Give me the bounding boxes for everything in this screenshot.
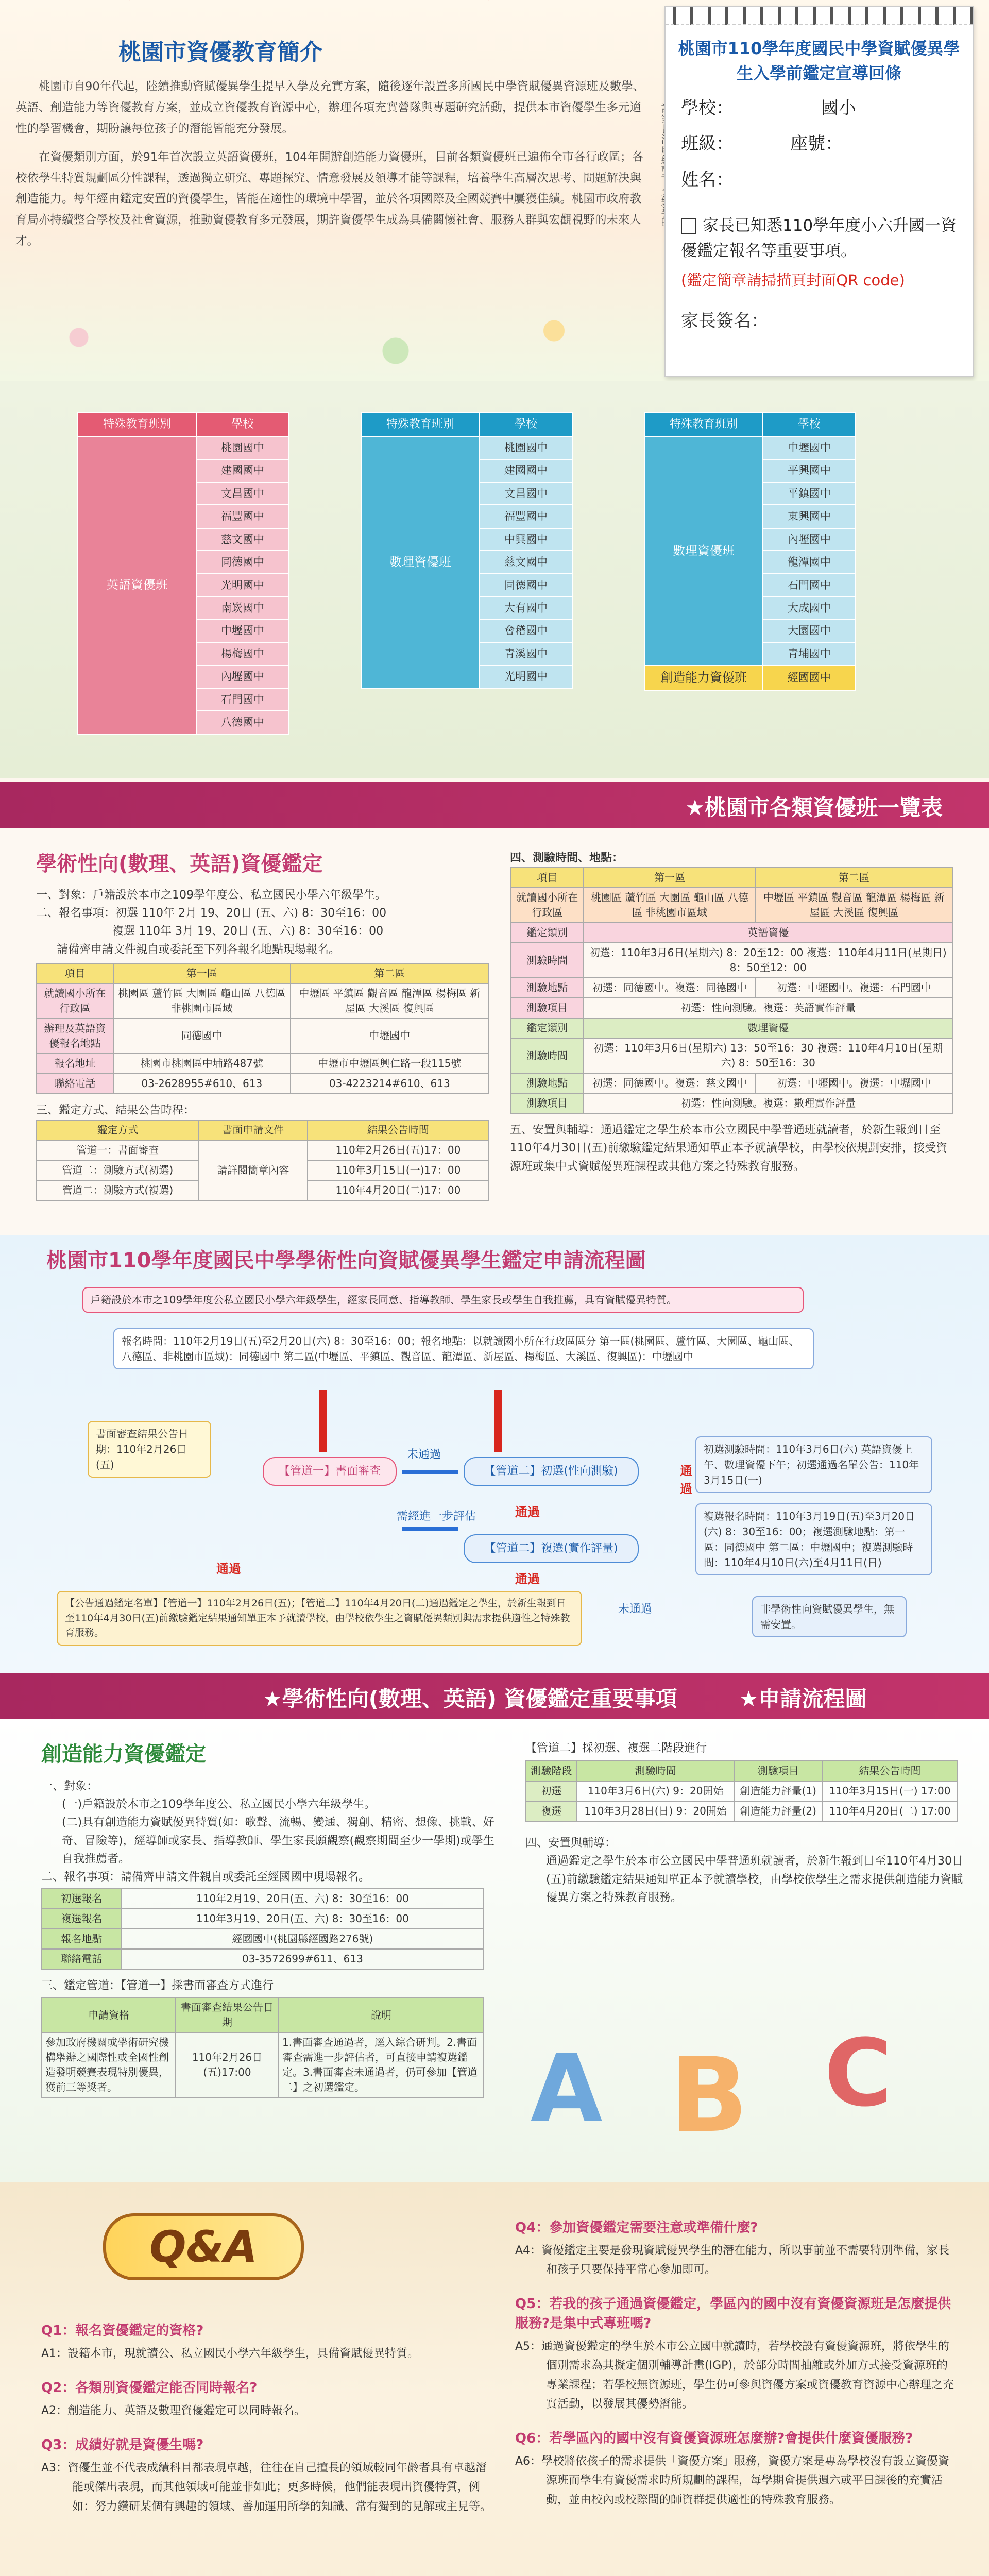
table-cell: 110年2月19、20日(五、六) 8：30至16：00 [122,1889,484,1909]
qa-right-column [515,2218,958,2525]
method-table: 鑑定方式 書面申請文件 結果公告時間 管道一：書面審查 請詳閱簡章內容 110年2月26日(五)17：00 管道二：測驗方式(初選) 110年3月15日(一)17：00 管道二：測驗方式(複選) 110年4月20日(二)17：00 [36,1120,489,1201]
english-class-table: 特殊教育班別 學校 英語資優班 桃園國中 建國國中 文昌國中 福豐國中 慈文國中 同德國中 光明國中 南崁國中 中壢國中 楊梅國中 內壢國中 石門國中 八德國中 [77,412,289,735]
table-cell: 中壢市中壢區興仁路一段115號 [291,1054,489,1074]
qa-question: Q3：成績好就是資優生嗎? [41,2437,204,2453]
academic-reg-second: 複選 110年 3月 19、20日 (五、六) 8：30至16：00 [112,925,384,938]
qa-answer: A6：學校將依孩子的需求提供「資優方案」服務，資優方案是專為學校沒有設立資優資源班而學生有資優需求時所規劃的課程，每學期會提供週六或平日課後的充實活動，並由校內或校際間的師資群提供適性的特殊教育服務。 [515,2455,950,2506]
table-cell: 03-4223214#610、613 [291,1074,489,1094]
flow-initial-info: 初選測驗時間：110年3月6日(六) 英語資優上午、數理資優下午；初選通過名單公告：110年3月15日(一) [695,1436,932,1493]
academic-target: 一、對象：戶籍設於本市之109學年度公、私立國民小學六年級學生。 [36,889,386,902]
qa-question: Q5：若我的孩子通過資優鑑定，學區內的國中沒有資優資源班是怎麼提供服務?是集中式專班嗎? [515,2296,951,2332]
spiral-binding [666,7,973,25]
table-cell: 桃園區 蘆竹區 大園區 龜山區 八德區 非桃園市區域 [113,984,291,1019]
qa-answer: A2：創造能力、英語及數理資優鑑定可以同時報名。 [41,2404,306,2417]
flowchart-section [0,1235,989,1673]
svg-text:A: A [531,2035,603,2143]
class-type-cell: 數理資優班 [361,436,480,688]
table-row [37,1019,489,1054]
school-cell: 會稽國中 [480,619,572,642]
table-cell: 就讀國小所在行政區 [37,984,113,1019]
academic-reg-note: 請備齊申請文件親自或委託至下列各報名地點現場報名。 [57,943,340,956]
creative-section [0,1719,989,2182]
qa-answer: A4：資優鑑定主要是發現資賦優異學生的潛在能力，所以事前並不需要特別準備，家長和孩子只要保持平常心參加即可。 [515,2244,950,2277]
flow-fail: 非學術性向資賦優異學生，無需安置。 [752,1596,907,1637]
academic-section [0,828,989,1235]
reply-slip [664,6,974,377]
table-row [42,1929,484,1949]
school-cell: 東興國中 [763,505,856,528]
table-cell: 複選報名 [42,1909,122,1929]
school-cell: 青溪國中 [480,642,572,665]
intro-paragraph-1: 桃園市自90年代起，陸續推動資賦優異學生提早入學及充實方案，隨後逐年設置多所國民中學資賦優異資源班及數學、英語、創造能力等資優教育方案，並成立資優教育資源中心，辦理各項充實營隊與專題研究活動，提供本市資優學生多元適性的學習機會，期盼讓每位孩子的潛能皆能充分發展。 [15,79,645,135]
class-type-cell: 英語資優班 [78,436,196,734]
label-further-eval: 需經進一步評估 [397,1510,476,1523]
table-cell: 110年4月20日(二)17：00 [308,1180,489,1200]
table-cell: 初選報名 [42,1889,122,1909]
qa-question: Q6：若學區內的國中沒有資優資源班怎麼辦?會提供什麼資優服務? [515,2431,913,2447]
school-cell: 內壢國中 [196,665,289,688]
school-cell: 青埔國中 [763,642,856,665]
label-pass: 通過 [515,1505,540,1519]
table-cell: 初選 [526,1781,577,1801]
table-cell: 中壢區 平鎮區 觀音區 龍潭區 楊梅區 新屋區 大溪區 復興區 [291,984,489,1019]
school-cell: 大成國中 [763,597,856,619]
academic-banner: ★學術性向(數理、英語) 資優鑑定重要事項 ★申請流程圖 [0,1673,989,1719]
table-cell: 報名地址 [37,1054,113,1074]
flow-second-info: 複選報名時間：110年3月19日(五)至3月20日(六) 8：30至16：00；複選測驗地點：第一區：同德國中 第二區：中壢國中；複選測驗時間：110年4月10日(六)至4月11日(日) [695,1503,932,1575]
qa-answer: A3：資優生並不代表成績科目都表現卓越，往往在自己擅長的領域較同年齡者具有卓越潛能或傑出表現，而其他領域可能並非如此；更多時候，他們能表現出資優特質，例如：努力鑽研某個有興趣的領域、善加運用所學的知識、常有獨到的見解或主見等。 [41,2461,492,2513]
flow-announce: 【公告通過鑑定名單】【管道一】110年2月26日(五)；【管道二】110年4月20日(二)通過鑑定之學生，於新生報到日至110年4月30日(五)前繳驗鑑定結果通知單正本予就讀學校，由學校依學生之資賦優異類別與需求提供適性之特殊教育服務。 [57,1591,582,1646]
table-cell: 同德國中 [113,1019,291,1054]
table-row [37,984,489,1019]
intro-paragraph-2: 在資優類別方面，於91年首次設立英語資優班，104年開辦創造能力資優班，目前各類資優班已遍佈全市各行政區；各校依學生特質規劃區分性課程，透過獨立研究、專題探究、情意發展及領導才能等課程，培養學生高層次思考、問題解決與創造能力。每年經由鑑定安置的資優學生，皆能在適性的環境中學習，並於各項國際及全國競賽中屢獲佳績。桃園市政府教育局亦持續整合學校及社會資源，推動資優教育多元發展，期許資優學生成為具備關懷社會、服務人群與宏觀視野的未來人才。 [15,150,644,248]
school-cell: 龍潭國中 [763,551,856,573]
table-cell: 報名地點 [42,1929,122,1949]
creative-placement-title: 四、安置與輔導： [525,1837,617,1850]
qa-section [0,2182,989,2576]
table-cell: 110年3月6日(六) 9：20開始 [577,1781,735,1801]
school-cell: 福豐國中 [196,505,289,528]
flow-registration: 報名時間：110年2月19日(五)至2月20日(六) 8：30至16：00；報名地點：以就讀國小所在行政區區分 第一區(桃園區、蘆竹區、大園區、龜山區、八德區、非桃園市區域)：同德國中 第二區(中壢區、平鎮區、觀音區、龍潭區、新屋區、楊梅區、大溪區、復興區)：中壢國中 [113,1328,814,1369]
checkbox-icon[interactable] [681,218,696,234]
school-cell: 八德國中 [196,711,289,734]
parent-acknowledge-checkbox[interactable]: 家長已知悉110學年度小六升國一資優鑑定報名等重要事項。 [681,216,957,261]
creative-channel2-title: 【管道二】採初選、複選二階段進行 [525,1742,707,1755]
creative-reg-table [41,1888,484,1970]
school-cell: 大有國中 [480,597,572,619]
label-not-pass: 未通過 [407,1448,441,1461]
school-cell: 經國國中 [763,665,856,690]
creative-channel-title: 三、鑑定管道：【管道一】採書面審查方式進行 [41,1979,274,1993]
school-cell: 中壢國中 [763,436,856,459]
table-row [526,1801,958,1821]
school-cell: 桃園國中 [196,436,289,459]
table-row [42,1889,484,1909]
flow-eligibility: 戶籍設於本市之109學年度公私立國民小學六年級學生，經家長同意、指導教師、學生家長或學生自我推薦，具有資賦優異特質。 [82,1287,804,1313]
school-cell: 建國國中 [480,459,572,482]
table-cell: 創造能力評量(2) [734,1801,822,1821]
creative-channel1-table: 申請資格 書面審查結果公告日期 說明 參加政府機關或學術研究機構舉辦之國際性或全國性創造發明競賽表現特別優異，獲前三等獎者。 110年2月26日(五)17:00 1.書面審查通過者，逕入綜合研判。2.書面審查需進一步評估者，可直接申請複選鑑定。3.書面審查未通過者，仍可參加【管道二】之初選鑑定。 [41,1997,484,2098]
other-class-table: 特殊教育班別 學校 數理資優班 中壢國中 平興國中 平鎮國中 東興國中 內壢國中 龍潭國中 石門國中 大成國中 大園國中 青埔國中 創造能力資優班 經國國中 [644,412,856,691]
qa-answer: A1：設籍本市，現就讀公、私立國民小學六年級學生，具備資賦優異特質。 [41,2347,419,2360]
school-cell: 平鎮國中 [763,482,856,505]
table-row [37,1074,489,1094]
school-cell: 光明國中 [196,574,289,597]
school-cell: 同德國中 [196,551,289,573]
abc-decoration [515,1987,979,2172]
table-cell: 110年3月15日(一) 17:00 [822,1781,958,1801]
table-cell: 110年3月15日(一)17：00 [308,1160,489,1180]
school-field[interactable]: 學校： 國小 [681,98,856,118]
qa-answer: A5：通過資優鑑定的學生於本市公立國中就讀時，若學校設有資優資源班，將依學生的個別需求為其擬定個別輔導計畫(IGP)，於部分時間抽離或外加方式接受資源班的專業課程；若學校無資源班，學生仍可參與資優方案或資優教育資源中心辦理之充實活動，以發展其優勢潛能。 [515,2340,954,2411]
test-title: 四、測驗時間、地點： [510,852,624,865]
academic-reg-initial: 二、報名事項：初選 110年 2月 19、20日 (五、六) 8：30至16：00 [36,907,387,920]
creative-channel2-table: 測驗階段 測驗時間 測驗項目 結果公告時間 初選 110年3月6日(六) 9：20開始 創造能力評量(1) 110年3月15日(一) 17:00 複選 110年3月28日(日) 9：20開始 創造能力評量(2) 110年4月20日(二) 17:00 [525,1760,958,1822]
class-list-banner: ★桃園市各類資優班一覽表 [0,782,989,828]
creative-placement-text: 通過鑑定之學生於本市公立國民中學普通班就讀者，於新生報到日至110年4月30日(五)前繳驗鑑定結果通知單正本予就讀學校，由學校依學生之需求提供創造能力資賦優異方案之特殊教育服務。 [546,1855,963,1904]
table-cell: 03-3572699#611、613 [122,1949,484,1969]
creative-target-title: 一、對象： [41,1780,98,1793]
table-row [526,1781,958,1801]
creative-title: 創造能力資優鑑定 [41,1742,206,1766]
qa-left-column [41,2321,494,2532]
table-cell: 110年2月26日(五)17：00 [308,1140,489,1160]
arrow-down [319,1390,327,1452]
table-cell: 聯絡電話 [42,1949,122,1969]
table-row [644,436,856,459]
channel2-second: 【管道二】複選(實作評量) [464,1534,639,1563]
table-cell: 創造能力評量(1) [734,1781,822,1801]
channel1-review: 【管道一】書面審查 [263,1457,397,1486]
table-cell: 110年4月20日(二) 17:00 [822,1801,958,1821]
qa-question: Q1：報名資優鑑定的資格? [41,2323,204,2338]
table-cell: 03-2628955#610、613 [113,1074,291,1094]
qr-note: (鑑定簡章請掃描頁封面QR code) [681,272,905,290]
label-pass: 通過 [216,1562,241,1576]
flower-decoration [15,304,649,371]
table-cell: 110年3月28日(日) 9：20開始 [577,1801,735,1821]
table-cell: 管道一：書面審查 [37,1140,199,1160]
table-row [361,436,572,459]
school-cell: 南崁國中 [196,597,289,619]
qa-item [41,2321,494,2363]
qa-question: Q4：參加資優鑑定需要注意或準備什麼? [515,2220,758,2235]
class-seat-field[interactable]: 班級： 座號： [681,133,843,155]
flow-review-result: 書面審查結果公告日期：110年2月26日(五) [88,1421,211,1478]
school-cell: 文昌國中 [480,482,572,505]
math-class-table: 特殊教育班別 學校 數理資優班 桃園國中 建國國中 文昌國中 福豐國中 中興國中 慈文國中 同德國中 大有國中 會稽國中 青溪國中 光明國中 [361,412,573,689]
intro-title: 桃園市資優教育簡介 [118,39,322,65]
intro-section [0,0,989,381]
qa-question: Q2：各類別資優鑑定能否同時報名? [41,2380,258,2396]
school-cell: 光明國中 [480,665,572,688]
school-cell: 大園國中 [763,619,856,642]
qa-item [41,2379,494,2420]
school-cell: 建國國中 [196,459,289,482]
arrow-right [402,1470,458,1474]
creative-target-a: (一)戶籍設於本市之109學年度公、私立國民小學六年級學生。 [62,1798,376,1811]
school-cell: 慈文國中 [480,551,572,573]
flowchart-title: 桃園市110學年度國民中學學術性向資賦優異學生鑑定申請流程圖 [46,1249,646,1273]
svg-text:B: B [670,2036,748,2156]
school-cell: 內壢國中 [763,528,856,551]
qa-item [515,2429,958,2510]
school-cell: 中興國中 [480,528,572,551]
arrow-down [494,1390,502,1452]
school-cell: 文昌國中 [196,482,289,505]
school-cell: 慈文國中 [196,528,289,551]
school-cell: 石門國中 [196,688,289,711]
table-cell: 聯絡電話 [37,1074,113,1094]
school-cell: 福豐國中 [480,505,572,528]
svg-text:C: C [824,2020,893,2127]
school-cell: 同德國中 [480,574,572,597]
table-cell: 管道二：測驗方式(複選) [37,1180,199,1200]
table-row [37,1140,489,1160]
placement-text: 五、安置與輔導：通過鑑定之學生於本市公立國民中學普通班就讀者，於新生報到日至110年4月30日(五)前繳驗鑑定結果通知單正本予就讀學校，由學校依規劃安排，接受資源班或集中式資賦優異班課程或其他方案之特殊教育服務。 [510,1124,948,1173]
table-row [644,665,856,690]
table-row [37,1054,489,1074]
parent-signature-field[interactable]: 家長簽名： [681,311,769,332]
class-list-section [0,381,989,778]
qa-item [515,2218,958,2279]
creative-reg-title: 二、報名事項：請備齊申請文件親自或委託至經國國中現場報名。 [41,1870,370,1884]
creative-target-b: (二)具有創造能力資賦優異特質(如：歌聲、流暢、變通、獨創、精密、想像、挑戰、好奇、冒險等)，經導師或家長、指導教師、學生家長願觀察(觀察期間至少一學期)或學生自我推薦者。 [62,1816,494,1866]
academic-title: 學術性向(數理、英語)資優鑑定 [36,852,323,876]
qa-logo: Q&A [103,2213,304,2280]
method-title: 三、鑑定方式、結果公告時程： [36,1104,195,1117]
school-cell: 石門國中 [763,574,856,597]
label-pass: 通過 [680,1464,692,1496]
reg-location-table: 項目 第一區 第二區 就讀國小所在行政區 桃園區 蘆竹區 大園區 龜山區 八德區 非桃園市區域 中壢區 平鎮區 觀音區 龍潭區 楊梅區 新屋區 大溪區 復興區 辦理及英語資優報名地點 同德國中 中壢國中 報名地址 桃園市桃園區中埔路487號 中壢市中壢區興仁路一段115號 聯絡電話 03-2628955#610、613 03-4223214#610、613 [36,963,489,1094]
reply-slip-title: 桃園市110學年度國民中學資賦優異學生入學前鑑定宣導回條 [678,39,960,83]
school-cell: 楊梅國中 [196,642,289,665]
table-cell: 辦理及英語資優報名地點 [37,1019,113,1054]
table-cell: 請詳閱簡章內容 [199,1140,308,1200]
table-cell: 110年3月19、20日(五、六) 8：30至16：00 [122,1909,484,1929]
table-row [42,1909,484,1929]
table-row [78,436,289,459]
arrow-right [402,1527,458,1531]
class-type-cell: 創造能力資優班 [644,665,763,690]
table-cell: 管道二：測驗方式(初選) [37,1160,199,1180]
label-pass: 通過 [515,1572,540,1586]
school-cell: 中壢國中 [196,619,289,642]
school-cell: 桃園國中 [480,436,572,459]
class-type-cell: 數理資優班 [644,436,763,665]
channel2-initial: 【管道二】初選(性向測驗) [464,1457,639,1486]
table-cell: 桃園市桃園區中埔路487號 [113,1054,291,1074]
table-cell: 中壢國中 [291,1019,489,1054]
name-field[interactable]: 姓名： [681,169,734,190]
table-cell: 經國國中(桃園縣經國路276號) [122,1929,484,1949]
qa-item [515,2295,958,2414]
school-cell: 平興國中 [763,459,856,482]
test-table: 項目 第一區 第二區 就讀國小所在行政區 桃園區 蘆竹區 大園區 龜山區 八德區 非桃園市區域 中壢區 平鎮區 觀音區 龍潭區 楊梅區 新屋區 大溪區 復興區 鑑定類別 英語資優 測驗時間 初選：110年3月6日(星期六) 8：20至12：00 複選：110年4月11日(星期日) 8：50至12：00 測驗地點 初選：同德國中。複選：同德國中 初選：中壢國中。複選：石門國中 測驗項目 初選：性向測驗。複選：英語實作評量 鑑定類別 數理資優 測驗時間 初選：110年3月6日(星期六) 13：50至16：30 複選：110年4月10日(星期六) 8：50至16：30 測驗地點 初選：同德國中。複選：慈文國中 初選：中壢國中。複選：中壢國中 測驗項目 初選：性向測驗。複選：數理實作評量 [510,867,953,1114]
table-cell: 複選 [526,1801,577,1821]
table-row [42,1949,484,1969]
qa-item [41,2436,494,2516]
label-not-pass: 未通過 [618,1603,653,1616]
